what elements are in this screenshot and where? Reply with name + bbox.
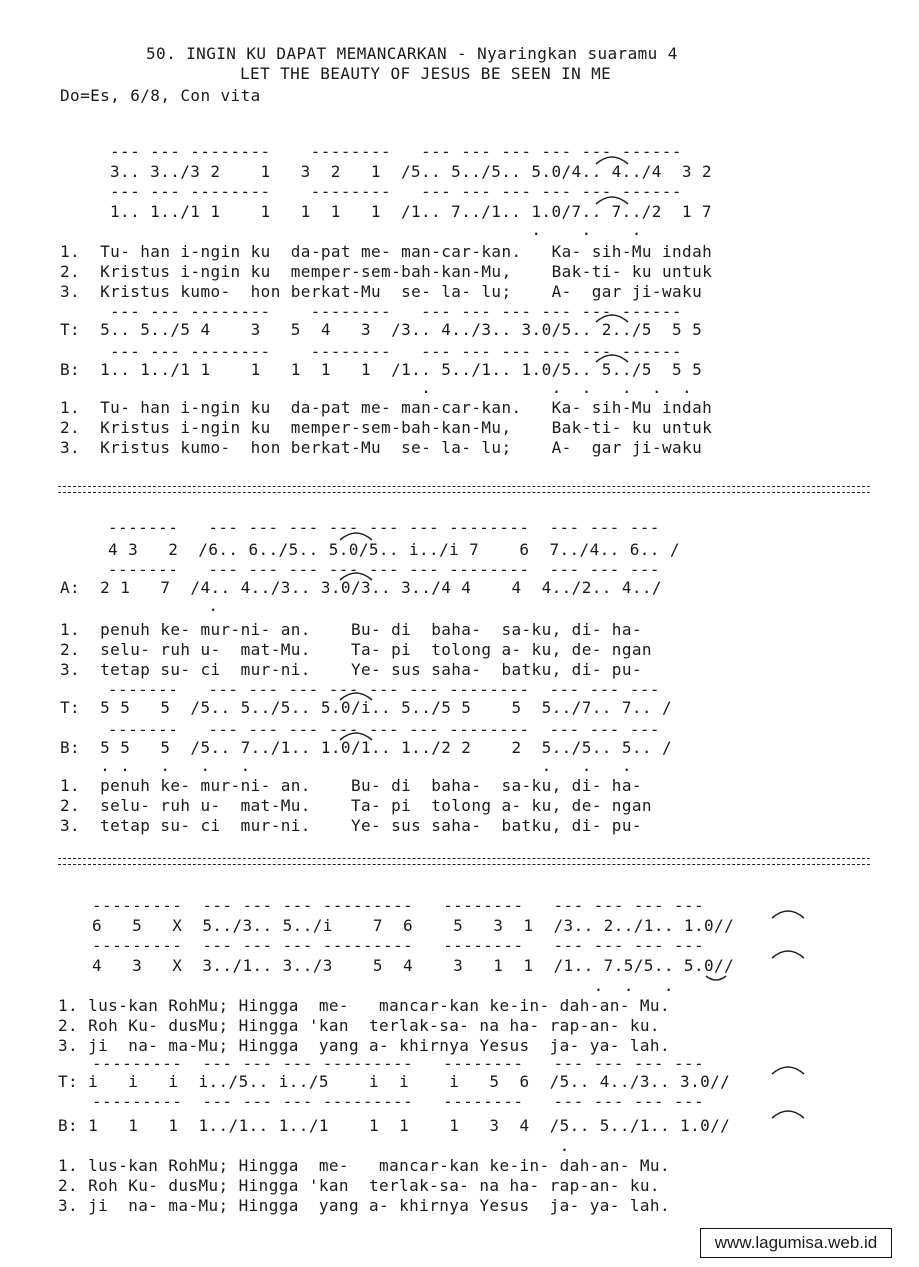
verse-3-lyrics: 3. ji na- ma-Mu; Hingga yang a- khirnya Yesus ja- ya- lah.: [58, 1036, 671, 1055]
alto-octave-dots: .: [108, 596, 219, 615]
alto-octave-dots: . . .: [92, 976, 674, 995]
tie-arc: [340, 573, 372, 580]
soprano-notes: 6 5 X 5../3.. 5../i 7 6 5 3 1 /3.. 2../1.. 1.0//: [92, 916, 735, 935]
alto-beam: ------- --- --- --- --- --- --- -------- --- --- ---: [108, 560, 660, 579]
bass-notes: B: 5 5 5 /5.. 7../1.. 1.0/1.. 1../2 2 2 5../5.. 5.. /: [60, 738, 673, 757]
verse-1-lyrics: 1. penuh ke- mur-ni- an. Bu- di baha- sa-ku, di- ha-: [60, 620, 642, 639]
bass-octave-dots: .: [58, 1136, 570, 1155]
lower-verse-1-lyrics: 1. Tu- han i-ngin ku da-pat me- man-car-kan. Ka- sih-Mu indah: [60, 398, 713, 417]
tenor-notes: T: 5.. 5../5 4 3 5 4 3 /3.. 4../3.. 3.0/5.. 2../5 5 5: [60, 320, 703, 339]
tie-arc: [340, 693, 372, 700]
lower-verse-3-lyrics: 3. tetap su- ci mur-ni. Ye- sus saha- batku, di- pu-: [60, 816, 642, 835]
song-subtitle: LET THE BEAUTY OF JESUS BE SEEN IN ME: [240, 64, 612, 83]
verse-1-lyrics: 1. Tu- han i-ngin ku da-pat me- man-car-kan. Ka- sih-Mu indah: [60, 242, 713, 261]
alto-beam: --------- --- --- --- --------- -------- --- --- --- ---: [92, 936, 705, 955]
tenor-notes: T: i i i i../5.. i../5 i i i 5 6 /5.. 4../3.. 3.0//: [58, 1072, 731, 1091]
soprano-beam: ------- --- --- --- --- --- --- -------- --- --- ---: [108, 518, 660, 537]
verse-3-lyrics: 3. Kristus kumo- hon berkat-Mu se- la- lu; A- gar ji-waku: [60, 282, 703, 301]
lower-verse-3-lyrics: 3. ji na- ma-Mu; Hingga yang a- khirnya Yesus ja- ya- lah.: [58, 1196, 671, 1215]
bass-notes: B: 1.. 1../1 1 1 1 1 1 /1.. 5../1.. 1.0/5.. 5../5 5 5: [60, 360, 703, 379]
tie-arc: [340, 533, 372, 540]
song-title: 50. INGIN KU DAPAT MEMANCARKAN - Nyaringkan suaramu 4: [146, 44, 678, 63]
tie-arc: [596, 315, 628, 322]
tie-arc: [772, 1111, 804, 1118]
bass-octave-dots: . . . . . . . .: [60, 756, 632, 775]
tie-arc: [596, 355, 628, 362]
soprano-notes: 4 3 2 /6.. 6../5.. 5.0/5.. i../i 7 6 7../4.. 6.. /: [108, 540, 680, 559]
alto-beam: --- --- -------- -------- --- --- --- --- --- ------: [110, 182, 682, 201]
alto-notes: A: 2 1 7 /4.. 4../3.. 3.0/3.. 3../4 4 4 4../2.. 4../: [60, 578, 662, 597]
lower-verse-2-lyrics: 2. Roh Ku- dusMu; Hingga 'kan terlak-sa- na ha- rap-an- ku.: [58, 1176, 660, 1195]
verse-2-lyrics: 2. Kristus i-ngin ku memper-sem-bah-kan-Mu, Bak-ti- ku untuk: [60, 262, 713, 281]
alto-octave-dots: . . .: [110, 220, 642, 239]
tie-arc: [772, 951, 804, 958]
soprano-beam: --- --- -------- -------- --- --- --- --- --- ------: [110, 142, 682, 161]
verse-2-lyrics: 2. selu- ruh u- mat-Mu. Ta- pi tolong a- ku, de- ngan: [60, 640, 652, 659]
lower-verse-1-lyrics: 1. lus-kan RohMu; Hingga me- mancar-kan ke-in- dah-an- Mu.: [58, 1156, 671, 1175]
lower-verse-3-lyrics: 3. Kristus kumo- hon berkat-Mu se- la- lu; A- gar ji-waku: [60, 438, 703, 457]
alto-notes: 1.. 1../1 1 1 1 1 1 /1.. 7../1.. 1.0/7.. 7../2 1 7: [110, 202, 712, 221]
alto-notes: 4 3 X 3../1.. 3../3 5 4 3 1 1 /1.. 7.5/5.. 5.0//: [92, 956, 735, 975]
bass-octave-dots: . . . . . .: [60, 378, 693, 397]
soprano-notes: 3.. 3../3 2 1 3 2 1 /5.. 5../5.. 5.0/4.. 4../4 3 2: [110, 162, 712, 181]
lower-verse-1-lyrics: 1. penuh ke- mur-ni- an. Bu- di baha- sa-ku, di- ha-: [60, 776, 642, 795]
bass-notes: B: 1 1 1 1../1.. 1../1 1 1 1 3 4 /5.. 5../1.. 1.0//: [58, 1116, 731, 1135]
bass-beam: --------- --- --- --- --------- -------- --- --- --- ---: [92, 1092, 705, 1111]
tenor-beam: ------- --- --- --- --- --- --- -------- --- --- ---: [108, 680, 660, 699]
tenor-beam: --------- --- --- --- --------- -------- --- --- --- ---: [92, 1054, 705, 1073]
lower-verse-2-lyrics: 2. selu- ruh u- mat-Mu. Ta- pi tolong a- ku, de- ngan: [60, 796, 652, 815]
bass-beam: ------- --- --- --- --- --- --- -------- --- --- ---: [108, 720, 660, 739]
tie-arc: [772, 911, 804, 918]
key-tempo-info: Do=Es, 6/8, Con vita: [60, 86, 261, 105]
tie-arc: [596, 157, 628, 164]
tenor-notes: T: 5 5 5 /5.. 5../5.. 5.0/i.. 5../5 5 5 5../7.. 7.. /: [60, 698, 673, 717]
slur-arc: [706, 976, 726, 980]
verse-2-lyrics: 2. Roh Ku- dusMu; Hingga 'kan terlak-sa- na ha- rap-an- ku.: [58, 1016, 660, 1035]
lower-verse-2-lyrics: 2. Kristus i-ngin ku memper-sem-bah-kan-Mu, Bak-ti- ku untuk: [60, 418, 713, 437]
website-watermark: www.lagumisa.web.id: [700, 1228, 892, 1258]
tie-arc: [340, 733, 372, 740]
verse-1-lyrics: 1. lus-kan RohMu; Hingga me- mancar-kan ke-in- dah-an- Mu.: [58, 996, 671, 1015]
soprano-beam: --------- --- --- --- --------- -------- --- --- --- ---: [92, 896, 705, 915]
tenor-beam: --- --- -------- -------- --- --- --- --- --- ------: [110, 302, 682, 321]
verse-3-lyrics: 3. tetap su- ci mur-ni. Ye- sus saha- batku, di- pu-: [60, 660, 642, 679]
tie-arc: [772, 1067, 804, 1074]
tie-arc: [596, 197, 628, 204]
bass-beam: --- --- -------- -------- --- --- --- --- --- ------: [110, 342, 682, 361]
